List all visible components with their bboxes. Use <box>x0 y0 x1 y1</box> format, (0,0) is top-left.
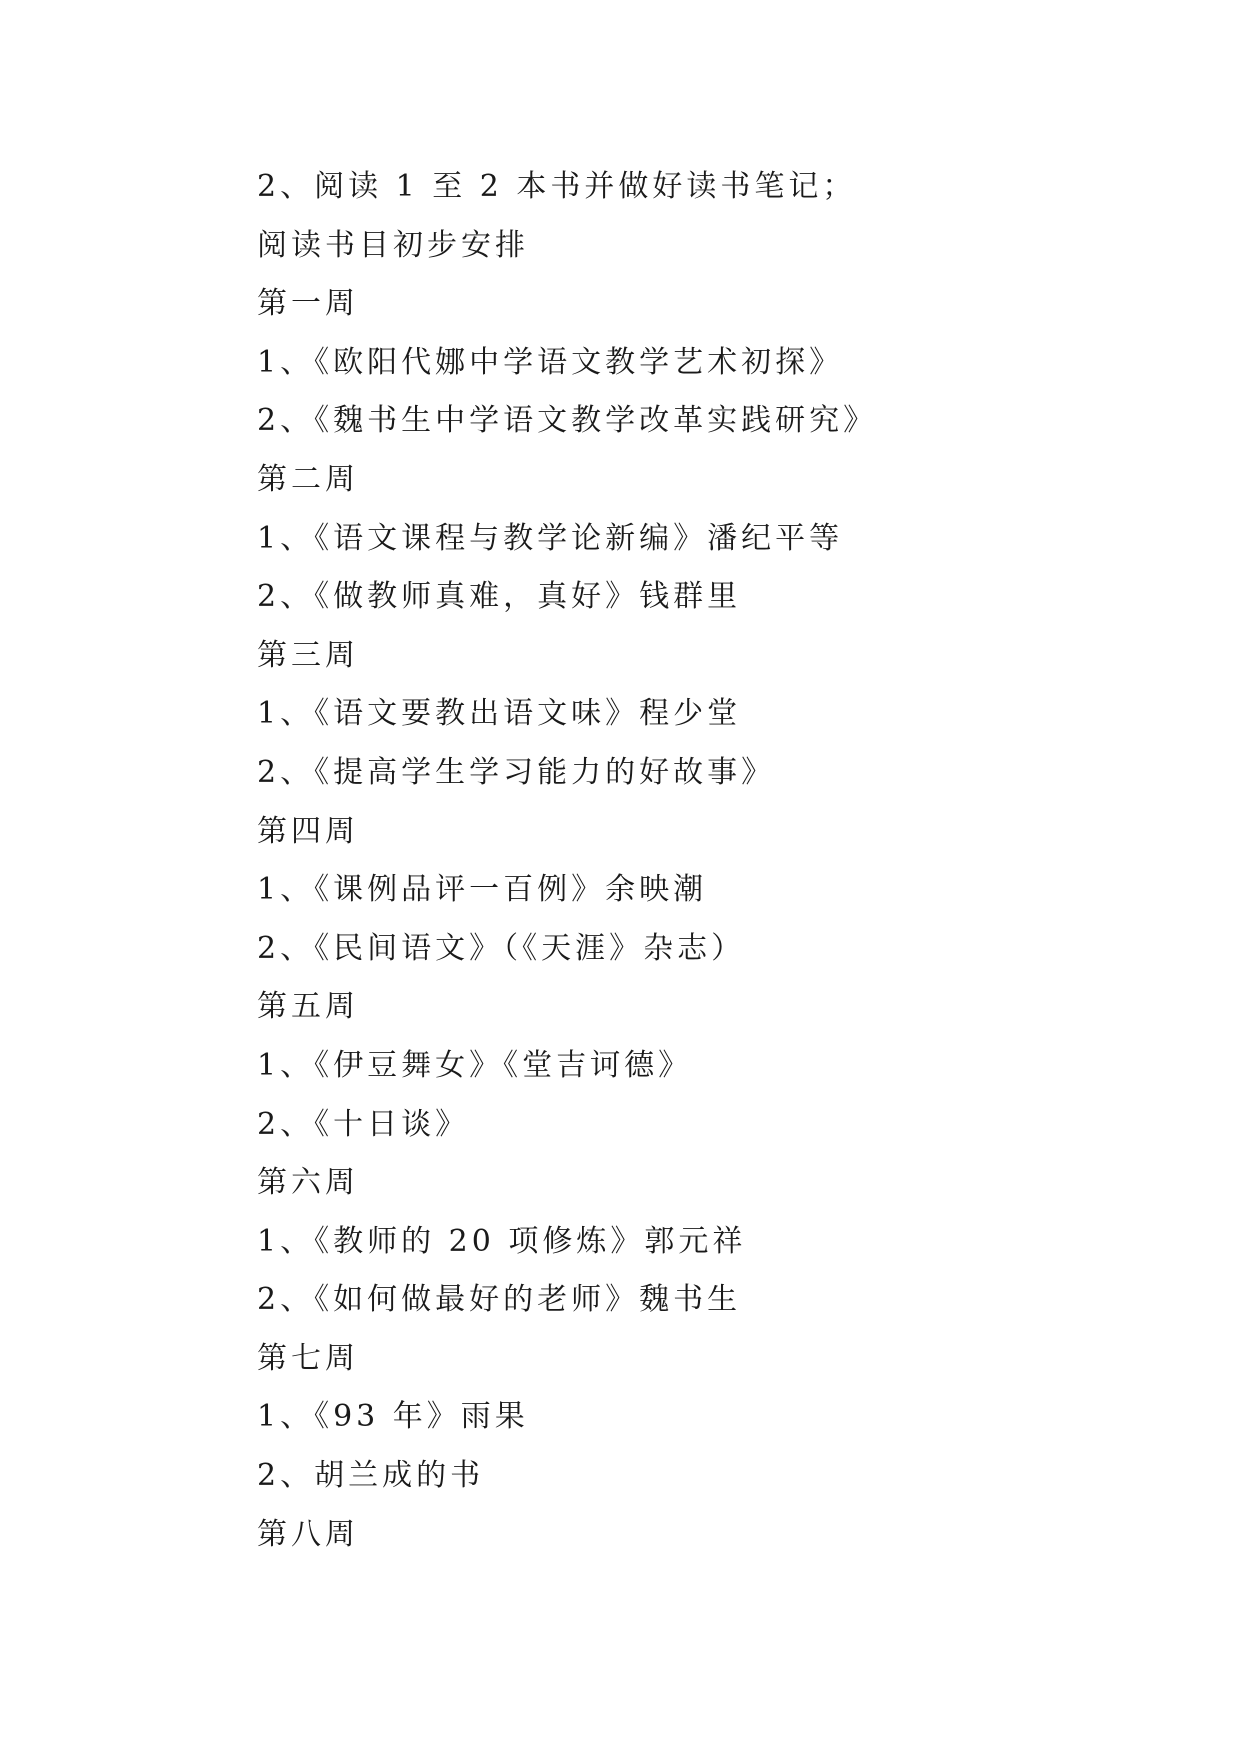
week-label: 第七周 <box>257 1340 359 1376</box>
reading-item: 1、《语文课程与教学论新编》潘纪平等 <box>257 520 844 556</box>
reading-item: 1、《教师的 20 项修炼》郭元祥 <box>257 1223 747 1259</box>
goal-line: 2、阅读 1 至 2 本书并做好读书笔记； <box>257 169 857 204</box>
week-label: 第二周 <box>257 461 359 497</box>
reading-item: 2、《十日谈》 <box>257 1106 470 1142</box>
week-label: 第三周 <box>257 637 359 673</box>
reading-item: 2、《提高学生学习能力的好故事》 <box>257 754 776 790</box>
reading-item: 2、《民间语文》（《天涯》杂志） <box>257 930 746 966</box>
section-heading: 阅读书目初步安排 <box>257 227 529 263</box>
reading-item: 2、《如何做最好的老师》魏书生 <box>257 1282 742 1318</box>
document-body <box>257 158 1157 1564</box>
reading-item: 1、《语文要教出语文味》程少堂 <box>257 696 742 732</box>
week-label: 第六周 <box>257 1165 359 1201</box>
reading-item: 1、《伊豆舞女》《堂吉诃德》 <box>257 1047 693 1083</box>
reading-item: 1、《欧阳代娜中学语文教学艺术初探》 <box>257 344 844 380</box>
week-label: 第一周 <box>257 286 359 322</box>
reading-item: 2、《做教师真难，真好》钱群里 <box>257 579 742 615</box>
reading-item: 1、《93 年》雨果 <box>257 1399 529 1435</box>
reading-item: 1、《课例品评一百例》余映潮 <box>257 872 708 908</box>
week-label: 第四周 <box>257 813 359 849</box>
reading-item: 2、胡兰成的书 <box>257 1458 485 1494</box>
week-label: 第五周 <box>257 989 359 1025</box>
week-label: 第八周 <box>257 1516 359 1552</box>
reading-item: 2、《魏书生中学语文教学改革实践研究》 <box>257 403 878 439</box>
